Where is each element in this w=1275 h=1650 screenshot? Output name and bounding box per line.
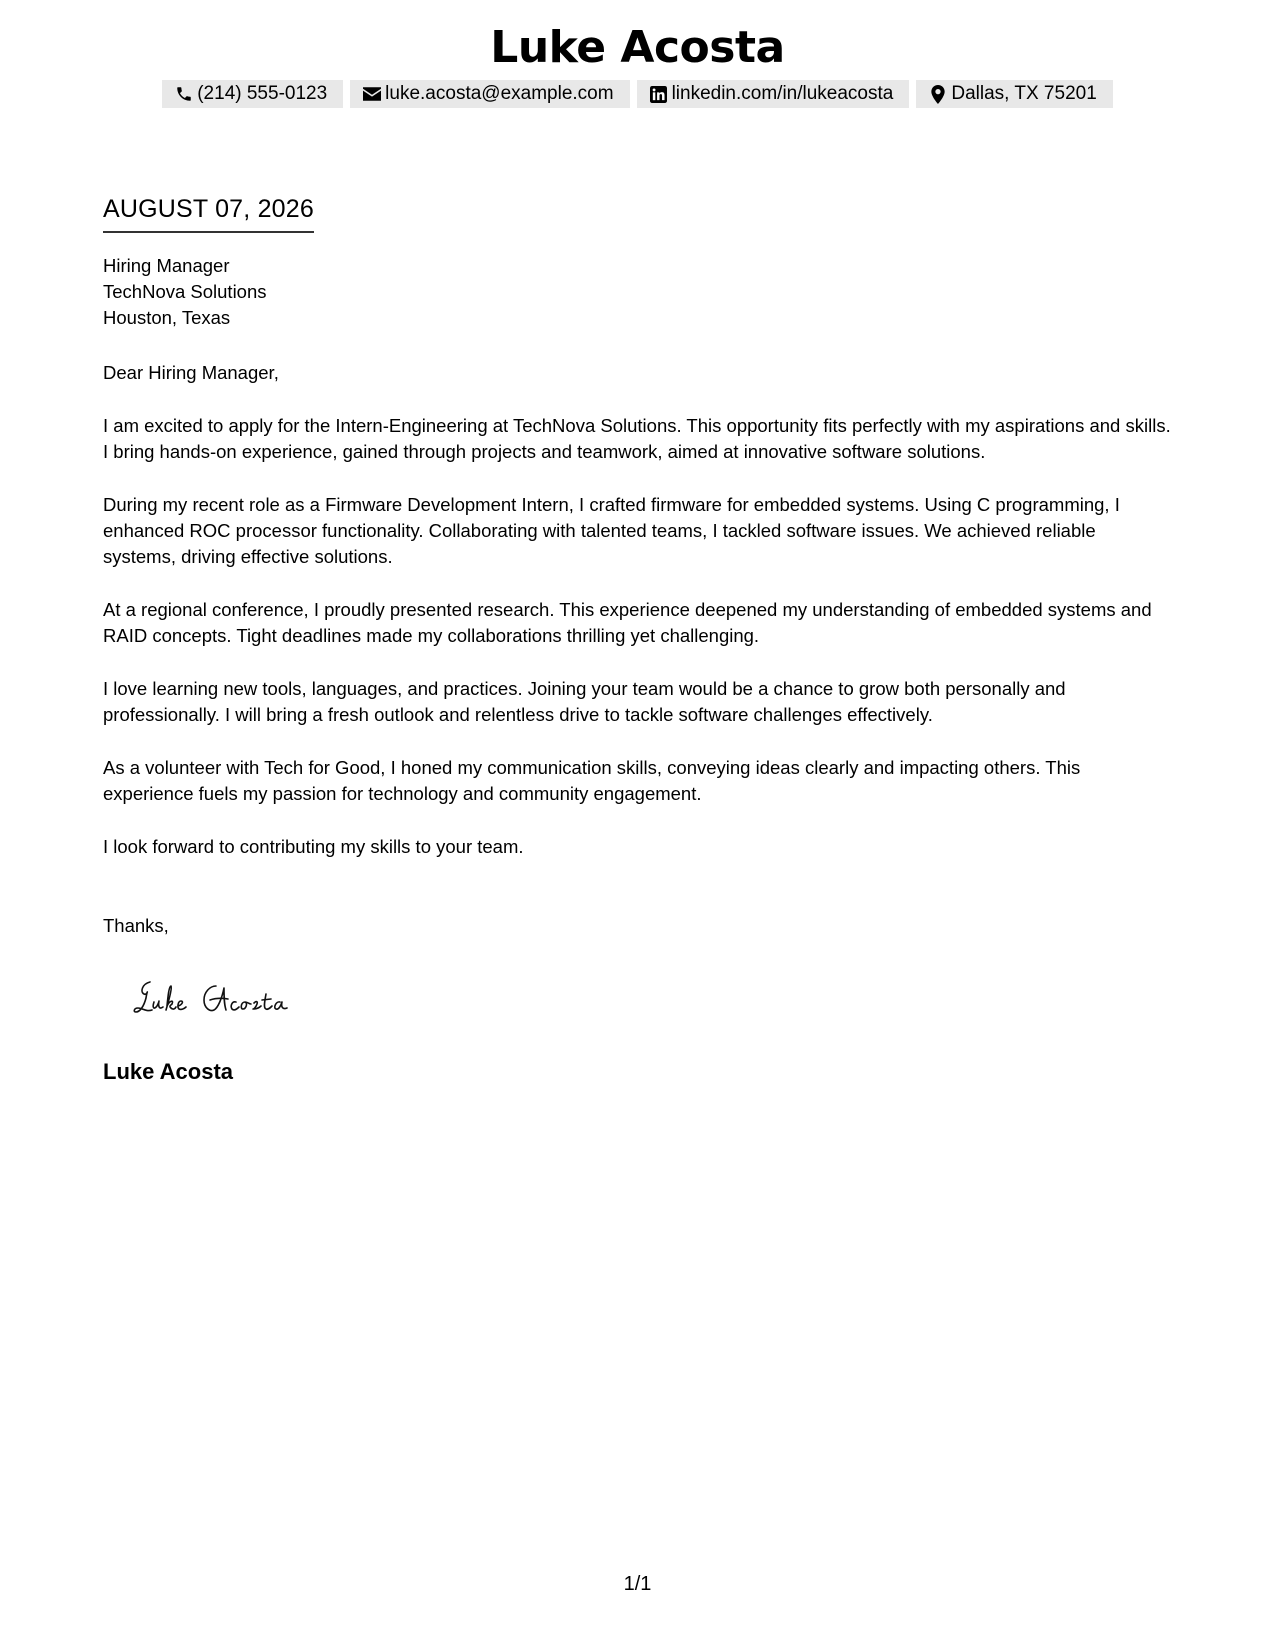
- location-chip: [916, 80, 1112, 108]
- linkedin-text: linkedin.com/in/lukeacosta: [671, 83, 894, 104]
- envelope-icon: [362, 84, 382, 104]
- email-text: luke.acosta@example.com: [385, 83, 614, 104]
- paragraph-text: I am excited to apply for the Intern-Engineering at TechNova Solutions. This opportunity fits perfectly with my aspirations and skills. I bring hands-on experience, gained through projects and teamwork, aimed at innovative software solutions.: [103, 415, 1171, 462]
- signer-name: Luke Acosta: [103, 1059, 234, 1084]
- phone-icon: [174, 84, 194, 104]
- email-chip: [350, 80, 629, 108]
- recipient-block: [103, 253, 1173, 331]
- page-number: 1/1: [623, 1573, 652, 1595]
- letter-body: [103, 253, 1173, 939]
- paragraph: [103, 834, 1173, 860]
- paragraph-text: As a volunteer with Tech for Good, I honed my communication skills, conveying ideas clearly and impacting others. This experience fuels my passion for technology and community engagement.: [103, 757, 1081, 804]
- contact-bar: [0, 80, 1275, 108]
- paragraph-text: At a regional conference, I proudly presented research. This experience deepened my understanding of embedded systems and RAID concepts. Tight deadlines made my collaborations thrilling yet challenging.: [103, 599, 1152, 646]
- recipient-company: TechNova Solutions: [103, 281, 267, 302]
- paragraph-text: During my recent role as a Firmware Development Intern, I crafted firmware for embedded systems. Using C programming, I enhanced ROC processor functionality. Collaborating with talented teams, I tackled software issues. We achieved reliable systems, driving effective solutions.: [103, 494, 1120, 567]
- handwritten-signature: [132, 972, 332, 1022]
- letter-date: AUGUST 07, 2026: [103, 192, 314, 233]
- paragraph: [103, 597, 1173, 649]
- paragraph: [103, 413, 1173, 465]
- paragraph-text: I look forward to contributing my skills to your team.: [103, 836, 524, 857]
- phone-chip: [162, 80, 343, 108]
- salutation: Dear Hiring Manager,: [103, 362, 279, 383]
- paragraph-text: I love learning new tools, languages, and practices. Joining your team would be a chance to grow both personally and professionally. I will bring a fresh outlook and relentless drive to tackle software challenges effectively.: [103, 678, 1066, 725]
- paragraph: [103, 492, 1173, 570]
- recipient-title: Hiring Manager: [103, 255, 230, 276]
- paragraph: [103, 676, 1173, 728]
- linkedin-chip: [637, 80, 910, 108]
- phone-text: (214) 555-0123: [197, 83, 328, 104]
- recipient-location: Houston, Texas: [103, 307, 231, 328]
- location-text: Dallas, TX 75201: [951, 83, 1097, 104]
- applicant-name: Luke Acosta: [490, 22, 785, 73]
- closing: Thanks,: [103, 915, 169, 936]
- linkedin-icon: [649, 84, 669, 104]
- map-pin-icon: [928, 84, 948, 104]
- paragraph: [103, 755, 1173, 807]
